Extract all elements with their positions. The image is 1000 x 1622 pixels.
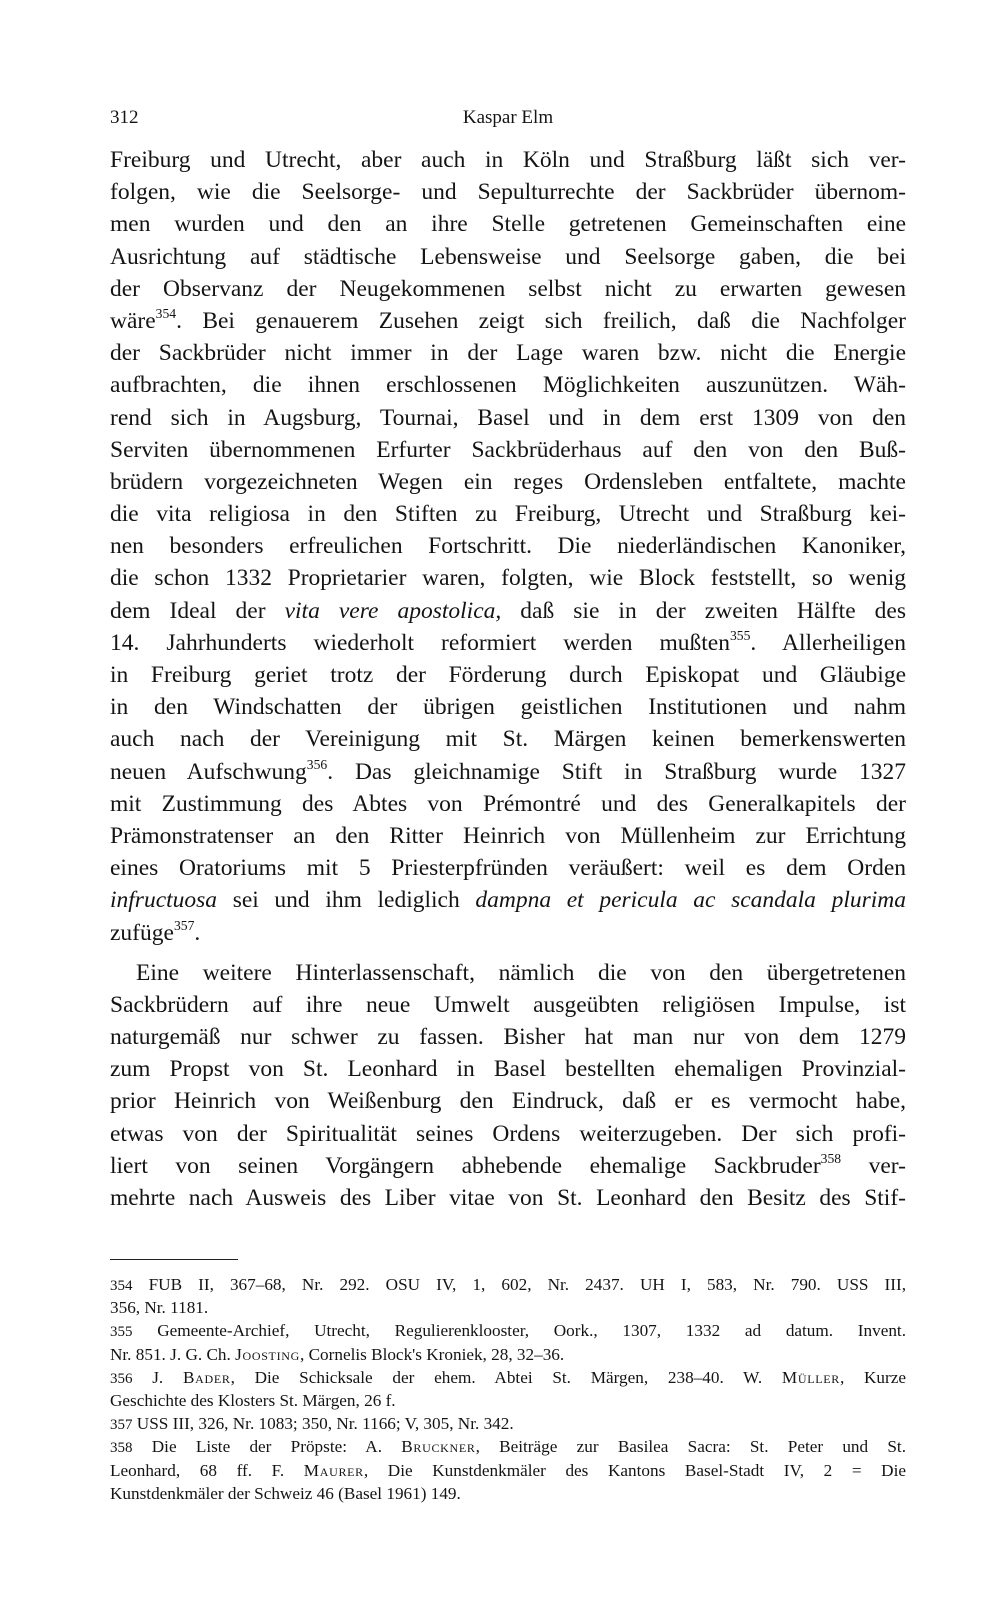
text-line: men wurden und den an ihre Stelle getretenen Gemeinschaften eine [110, 211, 906, 238]
footnote-number: 356 [110, 1370, 133, 1387]
footnote-356: 356 J. Bader, Die Schicksale der ehem. Abtei St. Märgen, 238–40. W. Müller, Kurze [110, 1367, 906, 1387]
footnote-358-cont: Kunstdenkmäler der Schweiz 46 (Basel 1961) 149. [110, 1483, 461, 1503]
main-text [110, 144, 906, 1214]
footnote-separator [110, 1259, 238, 1260]
text-line: Sackbrüdern auf ihre neue Umwelt ausgeübten religiösen Impulse, ist [110, 991, 906, 1018]
text-line: neuen Aufschwung$^{356}$. Das gleichnamige Stift in Straßburg wurde 1327 [110, 756, 906, 785]
footnote-ref: 357 [173, 917, 195, 933]
text-line: die vita religiosa in den Stiften zu Freiburg, Utrecht und Straßburg kei- [110, 501, 906, 528]
footnote-358-cont: Leonhard, 68 ff. F. Maurer, Die Kunstdenkmäler des Kantons Basel-Stadt IV, 2 = Die [110, 1460, 906, 1480]
text-line: Ausrichtung auf städtische Lebensweise und Seelsorge gaben, die bei [110, 243, 906, 270]
footnote-355: 355 Gemeente-Archief, Utrecht, Regulierenklooster, Oork., 1307, 1332 ad datum. Invent. [110, 1321, 906, 1341]
text-line: Freiburg und Utrecht, aber auch in Köln und Straßburg läßt sich ver- [110, 147, 906, 173]
footnote-ref: 354 [155, 305, 177, 321]
text-line: der Sackbrüder nicht immer in der Lage waren bzw. nicht die Energie [110, 340, 906, 367]
footnote-357: 357 USS III, 326, Nr. 1083; 350, Nr. 1166; V, 305, Nr. 342. [110, 1414, 514, 1434]
text-line: in den Windschatten der übrigen geistlichen Institutionen und nahm [110, 694, 906, 721]
text-line: wäre$^{354}$. Bei genauerem Zusehen zeigt sich freilich, daß die Nachfolger [110, 305, 906, 334]
page-header [110, 104, 906, 132]
text-line: dem Ideal der vita vere apostolica, daß sie in der zweiten Hälfte des [110, 597, 907, 624]
author-name: Maurer [303, 1460, 364, 1480]
text-line: liert von seinen Vorgängern abhebende ehemalige Sackbruder$^{358}$ ver- [110, 1150, 906, 1179]
text-line: Prämonstratenser an den Ritter Heinrich von Müllenheim zur Errichtung [110, 822, 906, 849]
footnote-number: 358 [110, 1440, 133, 1457]
page-number: 312 [110, 107, 139, 128]
author-name: Bruckner [401, 1437, 476, 1457]
text-line: 14. Jahrhunderts wiederholt reformiert werden mußten$^{355}$. Allerheiligen [110, 627, 906, 656]
text-line: die schon 1332 Proprietarier waren, folgten, wie Block feststellt, so wenig [110, 565, 906, 592]
text-line: zum Propst von St. Leonhard in Basel bestellten ehemaligen Provinzial- [110, 1056, 906, 1083]
footnote-number: 355 [110, 1324, 133, 1341]
text-line: nen besonders erfreulichen Fortschritt. Die niederländischen Kanoniker, [110, 533, 906, 560]
latin-quote: dampna et pericula ac scandala plurima [475, 887, 906, 914]
text-line: zufüge$^{357}$. [110, 917, 201, 946]
running-head: Kaspar Elm [462, 107, 554, 128]
footnote-356-cont: Geschichte des Klosters St. Märgen, 26 f. [110, 1390, 396, 1410]
text-line: etwas von der Spiritualität seines Ordens weiterzugeben. Der sich profi- [110, 1120, 906, 1147]
text-line: auch nach der Vereinigung mit St. Märgen keinen bemerkenswerten [110, 726, 906, 753]
text-line: Eine weitere Hinterlassenschaft, nämlich die von den übergetretenen [136, 959, 906, 986]
text-line: eines Oratoriums mit 5 Priesterpfründen veräußert: weil es dem Orden [110, 855, 906, 882]
text-line: naturgemäß nur schwer zu fassen. Bisher hat man nur von dem 1279 [110, 1024, 906, 1051]
text-line: rend sich in Augsburg, Tournai, Basel und in dem erst 1309 von den [110, 404, 906, 431]
author-name: Joosting [235, 1344, 300, 1364]
footnotes [110, 1273, 906, 1505]
footnote-354: 354 FUB II, 367–68, Nr. 292. OSU IV, 1, 602, Nr. 2437. UH I, 583, Nr. 790. USS III, [110, 1275, 906, 1294]
footnote-358: 358 Die Liste der Pröpste: A. Bruckner, Beiträge zur Basilea Sacra: St. Peter und St. [110, 1437, 906, 1457]
text-line: aufbrachten, die ihnen erschlossenen Möglichkeiten auszunützen. Wäh- [110, 372, 906, 399]
text-line: infructuosa sei und ihm lediglich dampna et pericula ac scandala plurima [110, 887, 906, 914]
author-name: Bader [182, 1367, 231, 1387]
footnote-354-cont: 356, Nr. 1181. [110, 1298, 209, 1318]
text-line: brüdern vorgezeichneten Wegen ein reges Ordensleben entfaltete, machte [110, 468, 906, 495]
footnote-ref: 356 [306, 756, 328, 772]
footnote-number: 357 [110, 1417, 133, 1434]
footnote-355-cont: Nr. 851. J. G. Ch. Joosting, Cornelis Block's Kroniek, 28, 32–36. [110, 1344, 565, 1364]
text-line: prior Heinrich von Weißenburg den Eindruck, daß er es vermocht habe, [110, 1088, 906, 1115]
text-line: der Observanz der Neugekommenen selbst nicht zu erwarten gewesen [110, 275, 906, 302]
footnote-number: 354 [110, 1278, 133, 1294]
text-line: Serviten übernommenen Erfurter Sackbrüderhaus auf den von den Buß- [110, 436, 906, 463]
latin-quote: infructuosa [110, 887, 218, 914]
text-line: mehrte nach Ausweis des Liber vitae von St. Leonhard den Besitz des Stif- [110, 1185, 906, 1211]
text-line: folgen, wie die Seelsorge- und Sepulturrechte der Sackbrüder übernom- [110, 179, 906, 206]
author-name: Müller [781, 1367, 840, 1387]
latin-quote: vita vere apostolica, [284, 597, 502, 624]
text-line: mit Zustimmung des Abtes von Prémontré und des Generalkapitels der [110, 790, 906, 817]
footnote-ref: 355 [729, 627, 751, 643]
footnote-ref: 358 [820, 1150, 842, 1166]
text-line: in Freiburg geriet trotz der Förderung durch Episkopat und Gläubige [110, 662, 906, 688]
